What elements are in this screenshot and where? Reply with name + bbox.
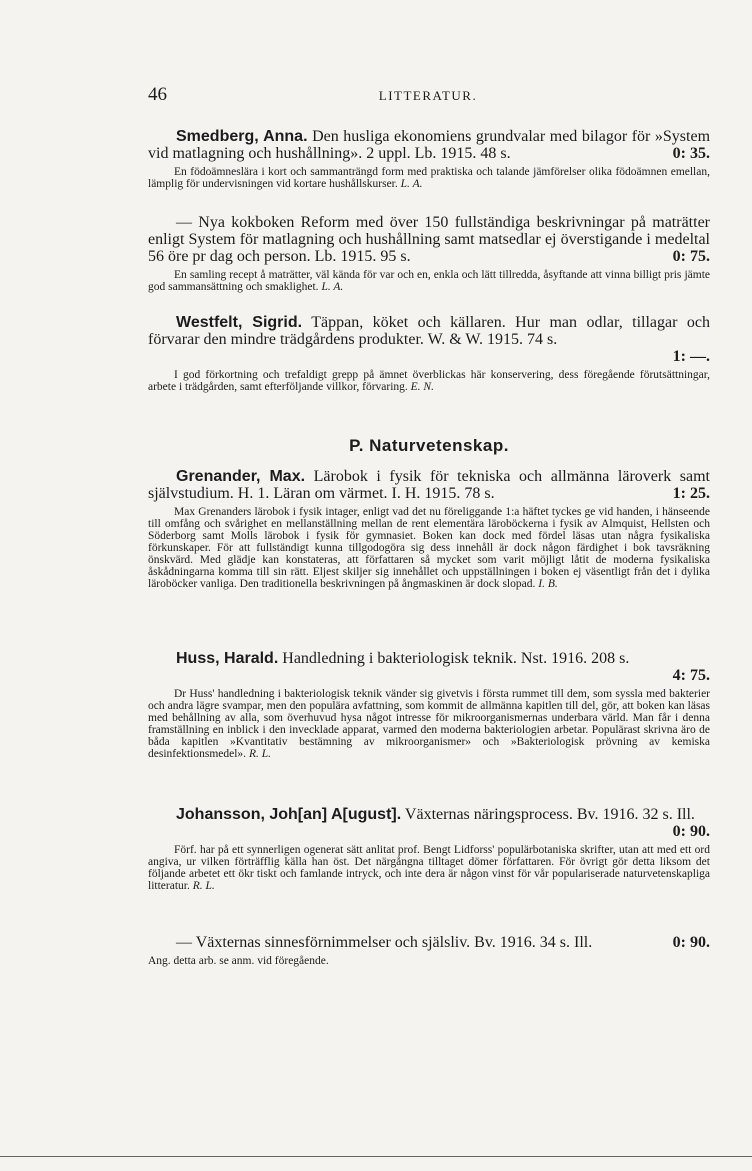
entry-signature: R. L. (248, 748, 271, 760)
entry-price: 0: 90. (672, 934, 710, 951)
entry-price: 4: 75. (672, 667, 710, 684)
entry-johansson-1 (148, 806, 710, 892)
entry-text: Täppan, köket och källaren. Hur man odlar, tillagar och förvarar den mindre trädgårdens produkter. W. & W. 1915. 74 s. (148, 314, 710, 348)
entry-note: Förf. har på ett synnerligen ogenerat sätt anlitat prof. Bengt Lidforss' populärbotaniska skrifter, utan att med ett ord angiva, ur vilken förträfflig källa han öst. Det närgångna tilltaget dömer författaren. För övrigt gör detta liksom det följande arbetet ett ökr tiskt och famlande intryck, och inte dera är någon vinst för vår populariserade naturvetenskapliga litteratur. (148, 844, 710, 892)
entry-signature: L. A. (400, 178, 423, 190)
entry-price: 1: —. (672, 348, 710, 365)
entry-note: Dr Huss' handledning i bakteriologisk teknik vänder sig givetvis i första rummet till dem, som syssla med bakterier och andra lägre svampar, men den populära avfattning, som kommit de allmänna kapitlen till del, gör, att boken kan läsas med behållning av alla, som överhuvud hysa något intresse för mikroorganismernas underbara värld. Man får i denna framställning en inblick i den invecklade apparat, varmed den moderna bakteriologien arbetar. Populärast skrivna äro de båda kapitlen »Kvantitativ bestämning av mikroorganismer» och »Bakteriologisk prövning av kemiska desinfektionsmedel». (148, 688, 710, 760)
entry-text: — Nya kokboken Reform med över 150 fullständiga beskrivningar på maträtter enligt System för matlagning och hushållning samt matsedlar ej överstigande i medeltal 56 öre pr dag och person. Lb. 1915. 95 s. (148, 214, 710, 265)
entry-signature: L. A. (321, 281, 344, 293)
section-title: P. Naturvetenskap. (349, 436, 509, 455)
entry-author: Smedberg, Anna. (176, 128, 308, 145)
entry-text: Lärobok i fysik för tekniska och allmänna läroverk samt självstudium. H. 1. Läran om värmet. I. H. 1915. 78 s. (148, 468, 711, 502)
page-header (148, 84, 708, 108)
page-bottom-rule (0, 1156, 752, 1157)
entry-huss (148, 650, 710, 760)
entry-note: Ang. detta arb. se anm. vid föregående. (148, 955, 329, 967)
entry-price: 1: 25. (672, 485, 710, 502)
entry-johansson-2 (148, 934, 710, 967)
entry-text: Växternas näringsprocess. Bv. 1916. 32 s. Ill. (404, 806, 695, 823)
entry-grenander (148, 468, 710, 590)
page-number: 46 (148, 84, 167, 105)
entry-text: Handledning i bakteriologisk teknik. Nst. 1916. 208 s. (282, 650, 630, 667)
entry-signature: I. B. (538, 578, 558, 590)
entry-text: — Växternas sinnesförnimmelser och själsliv. Bv. 1916. 34 s. Ill. (176, 934, 593, 951)
entry-author: Johansson, Joh[an] A[ugust]. (176, 806, 402, 823)
running-head: LITTERATUR. (378, 88, 478, 103)
entry-smedberg-1 (148, 128, 710, 190)
entry-price: 0: 90. (672, 823, 710, 840)
entry-price: 0: 75. (672, 248, 710, 265)
entry-note: Max Grenanders lärobok i fysik intager, enligt vad det nu föreliggande 1:a häftet tyckes ge vid handen, i hänseende till omfång och svårighet en mellanställning mellan de rent elementära läroböckerna i fysik av Almquist, Hellsten och Söderborg samt Molls lärobok i fysik för gymnasiet. Boken kan dock med fördel läsas utan några fysikaliska förkunskaper. För att fullständigt kunna tillgodogöra sig dess innehåll är dock någon färdighet i bok tavsräkning önskvärd. Med glädje kan konstateras, att författaren så mycket som varit möjligt låtit de moderna fysikaliska åskådningarna komma till sin rätt. Eljest skiljer sig innehållet och uppställningen i boken ej väsentligt från det i dylika läroböcker vanliga. Den traditionella beskrivningen på ångmaskinen är dock slopad. (148, 506, 710, 590)
entry-signature: R. L. (192, 880, 215, 892)
entry-price: 0: 35. (672, 145, 710, 162)
entry-note: I god förkortning och trefaldigt grepp på ämnet överblickas här konservering, dess föregående förutsättningar, arbete i trädgården, samt efterföljande villkor, förvaring. (148, 369, 710, 393)
entry-signature: E. N. (410, 381, 434, 393)
entry-note: En samling recept å maträtter, väl kända för var och en, enkla och lätt tillredda, åsyftande att vinna billigt pris jämte god sammansättning och smaklighet. (148, 269, 710, 293)
entry-note: En födoämneslära i kort och sammanträngd form med praktiska och talande jämförelser olika födoämnen emellan, lämplig för undervisningen vid kortare hushållskurser. (148, 166, 710, 190)
entry-smedberg-2 (148, 214, 710, 293)
entry-author: Huss, Harald. (176, 650, 279, 667)
entry-westfelt (148, 314, 710, 393)
entry-author: Westfelt, Sigrid. (176, 314, 303, 331)
entry-text: Den husliga ekonomiens grundvalar med bilagor för »System vid matlagning och hushållning». 2 uppl. Lb. 1915. 48 s. (148, 128, 711, 162)
entry-author: Grenander, Max. (176, 468, 306, 485)
